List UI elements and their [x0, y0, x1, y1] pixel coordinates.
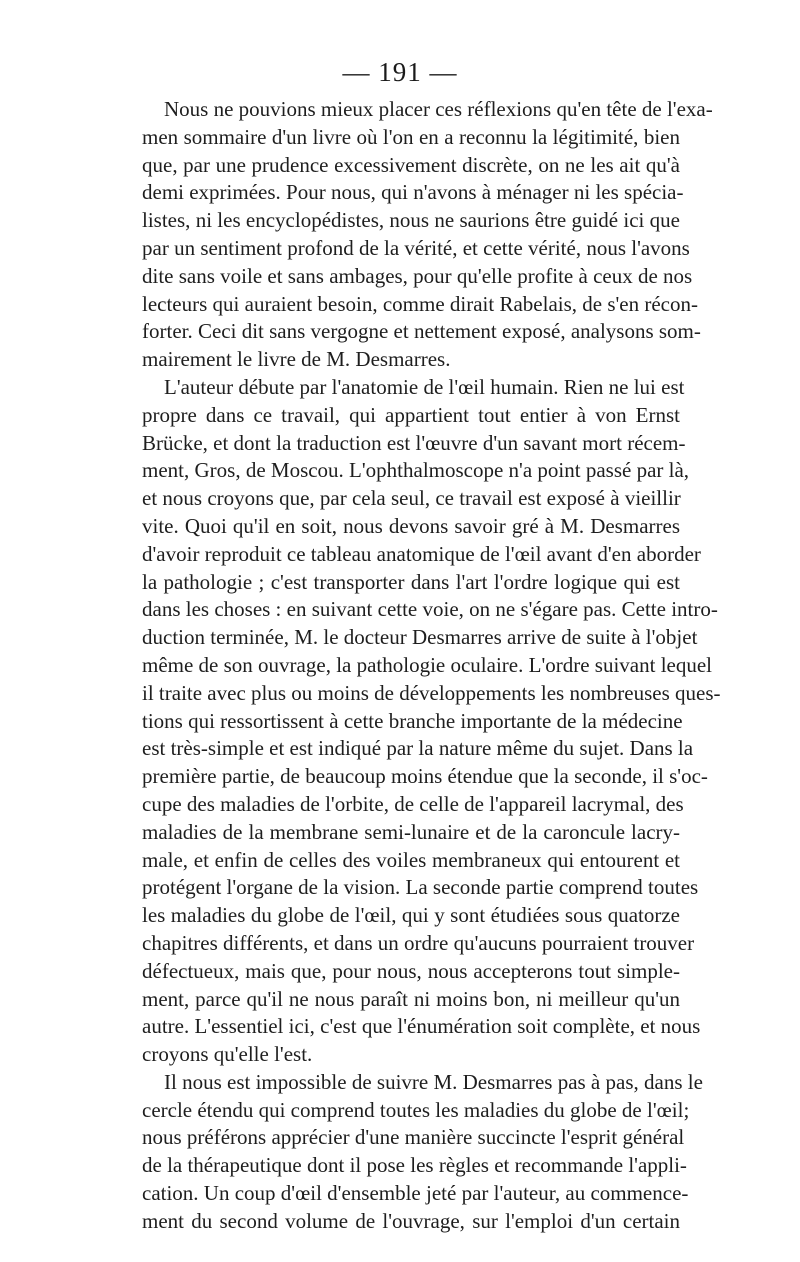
text-line: Nous ne pouvions mieux placer ces réflexions qu'en tête de l'exa- [164, 97, 713, 121]
text-line: maladies de la membrane semi-lunaire et de la caroncule lacry- [142, 819, 680, 844]
text-line: propre dans ce travail, qui appartient tout entier à von Ernst [142, 402, 680, 427]
text-line: ment, Gros, de Moscou. L'ophthalmoscope n'a point passé par là, [142, 458, 690, 483]
text-line: Brücke, et dont la traduction est l'œuvre d'un savant mort récem- [142, 430, 686, 455]
text-line: d'avoir reproduit ce tableau anatomique de l'œil avant d'en aborder [142, 541, 701, 566]
text-line: cation. Un coup d'œil d'ensemble jeté par l'auteur, au commence- [142, 1181, 689, 1206]
page-number: — 191 — [342, 57, 458, 87]
text-line: dans les choses : en suivant cette voie, on ne s'égare pas. Cette intro- [142, 597, 718, 622]
text-line: mairement le livre de M. Desmarres. [142, 347, 451, 372]
text-line: cupe des maladies de l'orbite, de celle de l'appareil lacrymal, des [142, 791, 684, 816]
text-line: nous préférons apprécier d'une manière succincte l'esprit général [142, 1125, 685, 1150]
text-line: demi exprimées. Pour nous, qui n'avons à ménager ni les spécia- [142, 180, 684, 205]
text-line: par un sentiment profond de la vérité, et cette vérité, nous l'avons [142, 235, 690, 260]
text-line: croyons qu'elle l'est. [142, 1042, 313, 1067]
text-line: L'auteur débute par l'anatomie de l'œil humain. Rien ne lui est [164, 374, 685, 399]
body-text [142, 96, 721, 1236]
text-line: première partie, de beaucoup moins étendue que la seconde, il s'oc- [142, 764, 708, 789]
text-line: ment du second volume de l'ouvrage, sur l'emploi d'un certain [142, 1208, 680, 1233]
text-line: il traite avec plus ou moins de développements les nombreuses ques- [142, 680, 721, 705]
text-line: cercle étendu qui comprend toutes les maladies du globe de l'œil; [142, 1097, 690, 1122]
text-line: défectueux, mais que, pour nous, nous accepterons tout simple- [142, 958, 680, 983]
text-line: tions qui ressortissent à cette branche importante de la médecine [142, 708, 683, 733]
text-line: et nous croyons que, par cela seul, ce travail est exposé à vieillir [142, 486, 681, 511]
text-line: lecteurs qui auraient besoin, comme dirait Rabelais, de s'en récon- [142, 291, 698, 316]
text-line: chapitres différents, et dans un ordre qu'aucuns pourraient trouver [142, 930, 695, 955]
text-line: que, par une prudence excessivement discrète, on ne les ait qu'à [142, 152, 680, 177]
text-line: est très-simple et est indiqué par la nature même du sujet. Dans la [142, 736, 694, 761]
text-line: la pathologie ; c'est transporter dans l'art l'ordre logique qui est [142, 569, 680, 594]
text-line: autre. L'essentiel ici, c'est que l'énumération soit complète, et nous [142, 1014, 701, 1039]
text-line: vite. Quoi qu'il en soit, nous devons savoir gré à M. Desmarres [142, 513, 680, 538]
text-line: dite sans voile et sans ambages, pour qu'elle profite à ceux de nos [142, 263, 693, 288]
text-line: ment, parce qu'il ne nous paraît ni moins bon, ni meilleur qu'un [142, 986, 680, 1011]
text-line: Il nous est impossible de suivre M. Desmarres pas à pas, dans le [164, 1069, 703, 1094]
text-line: forter. Ceci dit sans vergogne et nettement exposé, analysons som- [142, 319, 701, 344]
text-line: men sommaire d'un livre où l'on en a reconnu la légitimité, bien [142, 124, 680, 149]
text-line: de la thérapeutique dont il pose les règles et recommande l'appli- [142, 1153, 687, 1178]
text-line: male, et enfin de celles des voiles membraneux qui entourent et [142, 847, 680, 872]
text-line: duction terminée, M. le docteur Desmarres arrive de suite à l'objet [142, 625, 698, 650]
text-line: les maladies du globe de l'œil, qui y sont étudiées sous quatorze [142, 903, 680, 928]
text-line: protégent l'organe de la vision. La seconde partie comprend toutes [142, 875, 699, 900]
text-line: listes, ni les encyclopédistes, nous ne saurions être guidé ici que [142, 208, 680, 233]
text-line: même de son ouvrage, la pathologie oculaire. L'ordre suivant lequel [142, 652, 713, 677]
